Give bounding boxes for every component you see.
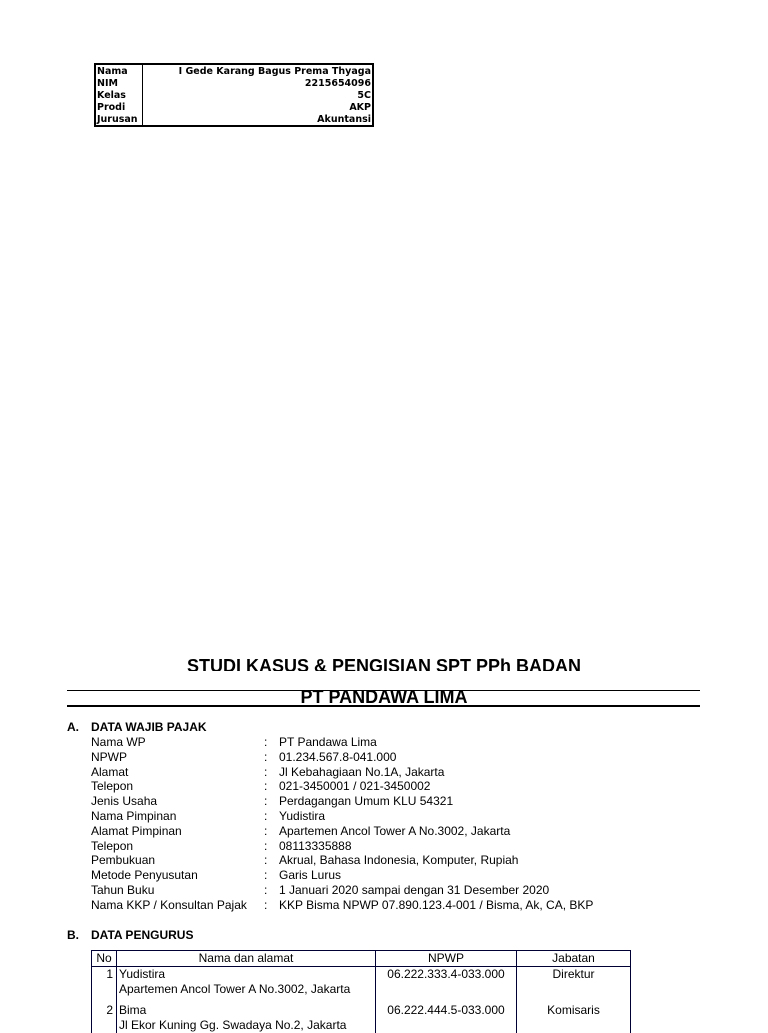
section-letter: B. bbox=[67, 928, 79, 942]
person-name: Yudistira bbox=[119, 967, 166, 981]
cell-npwp: 06.222.333.4-033.000 bbox=[376, 967, 517, 998]
table-header-row bbox=[92, 951, 631, 967]
field-label: Telepon bbox=[91, 779, 134, 794]
taxpayer-row bbox=[91, 765, 711, 780]
section-a-heading bbox=[67, 720, 207, 734]
taxpayer-row bbox=[91, 824, 711, 839]
cell-npwp: 06.222.444.5-033.000 bbox=[376, 997, 517, 1033]
field-value: Garis Lurus bbox=[279, 868, 342, 883]
table-row bbox=[92, 997, 631, 1033]
student-value: AKP bbox=[349, 101, 371, 113]
student-row-nim bbox=[95, 77, 373, 89]
student-row-jurusan bbox=[95, 113, 373, 126]
field-colon: : bbox=[264, 779, 268, 794]
student-value: I Gede Karang Bagus Prema Thyaga bbox=[178, 65, 371, 77]
field-label: Telepon bbox=[91, 838, 134, 853]
student-value: 2215654096 bbox=[304, 77, 371, 89]
field-colon: : bbox=[264, 838, 268, 853]
student-identity-table bbox=[94, 63, 374, 127]
cell-jabatan: Direktur bbox=[517, 967, 631, 998]
section-b-heading bbox=[67, 928, 193, 942]
field-value: 1 Januari 2020 sampai dengan 31 Desember 2020 bbox=[279, 882, 550, 897]
taxpayer-row bbox=[91, 839, 711, 854]
field-colon: : bbox=[264, 853, 268, 868]
field-label: Jenis Usaha bbox=[91, 794, 158, 809]
field-value: Apartemen Ancol Tower A No.3002, Jakarta bbox=[279, 823, 511, 838]
title-rule-bottom bbox=[67, 705, 700, 707]
field-colon: : bbox=[264, 764, 268, 779]
taxpayer-row bbox=[91, 750, 711, 765]
taxpayer-row bbox=[91, 868, 711, 883]
cell-jabatan: Komisaris bbox=[517, 997, 631, 1033]
field-label: Nama Pimpinan bbox=[91, 808, 177, 823]
person-name: Bima bbox=[119, 1003, 147, 1017]
student-label: NIM bbox=[95, 77, 143, 89]
student-value: Akuntansi bbox=[317, 113, 371, 125]
field-label: Nama WP bbox=[91, 735, 146, 749]
column-header-jabatan: Jabatan bbox=[517, 951, 631, 967]
taxpayer-row bbox=[91, 853, 711, 868]
student-value: 5C bbox=[357, 89, 371, 101]
column-header-npwp: NPWP bbox=[376, 951, 517, 967]
field-value: Akrual, Bahasa Indonesia, Komputer, Rupiah bbox=[279, 853, 519, 868]
field-value: 021-3450001 / 021-3450002 bbox=[279, 779, 431, 794]
taxpayer-row bbox=[91, 779, 711, 794]
column-header-nama: Nama dan alamat bbox=[117, 951, 376, 967]
taxpayer-row bbox=[91, 883, 711, 898]
field-label: Alamat Pimpinan bbox=[91, 823, 182, 838]
person-address: Apartemen Ancol Tower A No.3002, Jakarta bbox=[119, 982, 351, 996]
cell-nama-alamat bbox=[117, 997, 376, 1033]
student-label: Jurusan bbox=[95, 113, 143, 126]
taxpayer-row bbox=[91, 809, 711, 824]
field-colon: : bbox=[264, 882, 268, 897]
section-letter: A. bbox=[67, 720, 79, 734]
taxpayer-row bbox=[91, 735, 711, 750]
field-label: Pembukuan bbox=[91, 853, 156, 868]
field-value: Jl Kebahagiaan No.1A, Jakarta bbox=[279, 764, 445, 779]
field-label: NPWP bbox=[91, 749, 127, 764]
student-label: Nama bbox=[95, 64, 143, 77]
field-value: Yudistira bbox=[279, 808, 326, 823]
field-colon: : bbox=[264, 808, 268, 823]
student-label: Prodi bbox=[95, 101, 143, 113]
field-value: PT Pandawa Lima bbox=[279, 735, 377, 749]
cell-nama-alamat bbox=[117, 967, 376, 998]
management-table bbox=[91, 950, 631, 1033]
table-row bbox=[92, 967, 631, 998]
section-title: DATA PENGURUS bbox=[91, 928, 194, 942]
field-colon: : bbox=[264, 868, 268, 883]
field-colon: : bbox=[264, 897, 268, 912]
person-address: Jl Ekor Kuning Gg. Swadaya No.2, Jakarta bbox=[119, 1018, 347, 1032]
field-label: Alamat bbox=[91, 764, 129, 779]
document-title: STUDI KASUS & PENGISIAN SPT PPh BADAN bbox=[186, 656, 582, 671]
student-row-prodi bbox=[95, 101, 373, 113]
taxpayer-data-list bbox=[91, 735, 711, 913]
field-label: Nama KKP / Konsultan Pajak bbox=[91, 897, 247, 912]
taxpayer-row bbox=[91, 794, 711, 809]
field-colon: : bbox=[264, 749, 268, 764]
student-label: Kelas bbox=[95, 89, 143, 101]
cell-no: 1 bbox=[92, 967, 117, 998]
field-colon: : bbox=[264, 735, 268, 749]
taxpayer-row bbox=[91, 898, 711, 913]
field-label: Metode Penyusutan bbox=[91, 868, 198, 883]
cell-no: 2 bbox=[92, 997, 117, 1033]
field-colon: : bbox=[264, 794, 268, 809]
field-value: 08113335888 bbox=[279, 838, 352, 853]
column-header-no: No bbox=[92, 951, 117, 967]
field-value: KKP Bisma NPWP 07.890.123.4-001 / Bisma, Ak, CA, BKP bbox=[279, 897, 594, 912]
field-value: Perdagangan Umum KLU 54321 bbox=[279, 794, 454, 809]
section-title: DATA WAJIB PAJAK bbox=[91, 720, 207, 734]
company-title: PT PANDAWA LIMA bbox=[300, 688, 468, 705]
field-label: Tahun Buku bbox=[91, 882, 155, 897]
field-colon: : bbox=[264, 823, 268, 838]
student-row-kelas bbox=[95, 89, 373, 101]
field-value: 01.234.567.8-041.000 bbox=[279, 749, 397, 764]
student-row-nama bbox=[95, 64, 373, 77]
